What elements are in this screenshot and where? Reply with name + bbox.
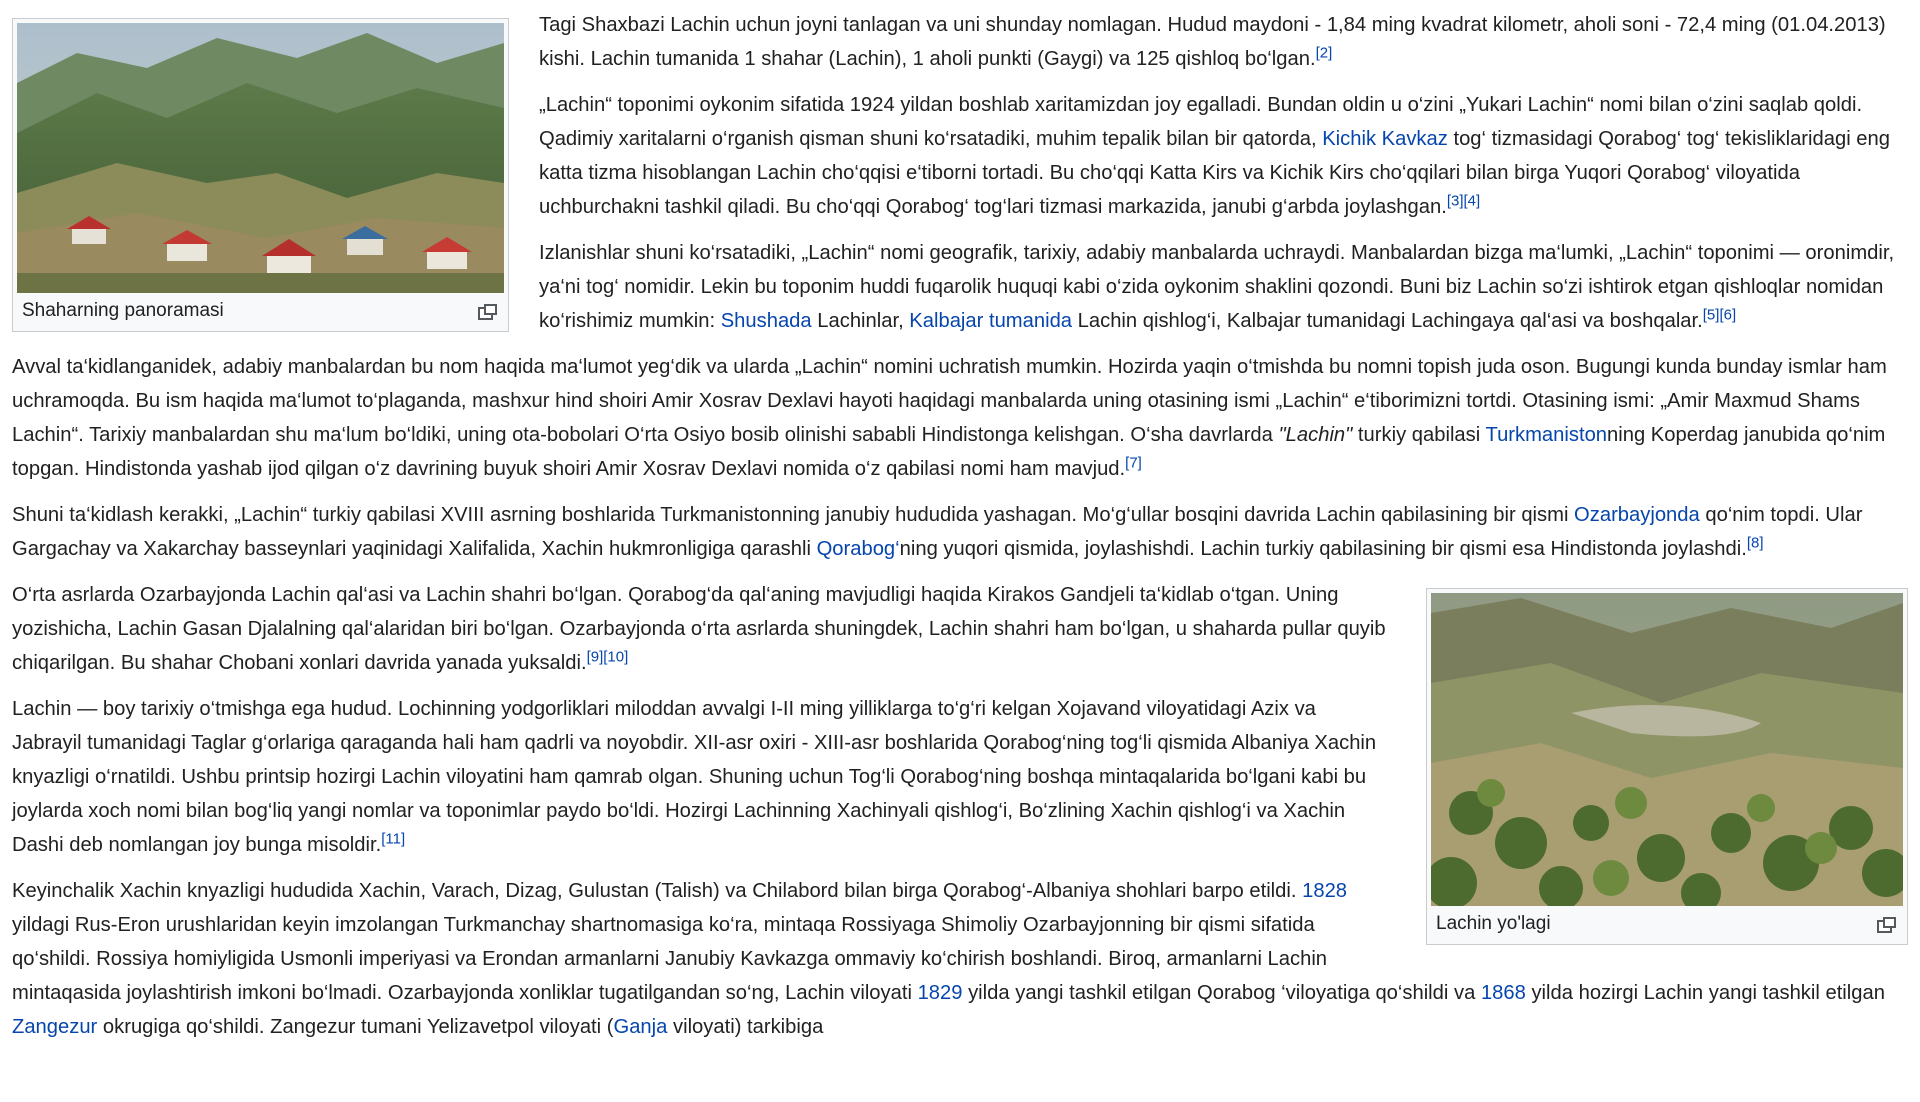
link-qorabog[interactable]: Qorabog‘ [816, 538, 900, 560]
paragraph-5 [12, 498, 1908, 566]
reference-link[interactable]: [3] [1446, 192, 1464, 210]
enlarge-icon[interactable] [478, 304, 496, 318]
text: „Lachin“ toponimi oykonim sifatida 1924 yildan boshlab xaritamizdan joy egalladi. Bundan oldin u o‘zini „Yukari Lachin“ nomi bilan o‘zini saqlab qoldi. Qadimiy xaritalarni o‘rganish qisman shuni ko‘rsatadiki, muhim tepalik bilan bir qatorda, [539, 94, 1863, 150]
reference-link[interactable]: [7] [1125, 454, 1142, 472]
text: yilda hozirgi Lachin yangi tashkil etilgan [1525, 982, 1885, 1004]
link-kichik-kavkaz[interactable]: Kichik Kavkaz [1322, 128, 1448, 150]
reference-link[interactable]: [11] [381, 830, 406, 848]
figure-caption: Shaharning panoramasi [22, 300, 224, 321]
text: Keyinchalik Xachin knyazligi hududida Xachin, Varach, Dizag, Gulustan (Talish) va Chilabord bilan birga Qorabog‘-Albaniya shohlari barpo etildi. [12, 880, 1303, 902]
text: ning Koperdag janubida qo‘nim topgan. Hindistonda yashab ijod qilgan o‘z davrining buyuk shoiri Amir Xosrav Dexlavi nomida o‘z qabilasi nomi ham mavjud. [12, 424, 1886, 480]
city-panorama-image[interactable] [17, 23, 504, 293]
link-kalbajar[interactable]: Kalbajar tumanida [909, 310, 1073, 332]
text: turkiy qabilasi [1352, 424, 1486, 446]
text: O‘rta asrlarda Ozarbayjonda Lachin qal‘asi va Lachin shahri bo‘lgan. Qorabog‘da qal‘aning mavjudligi haqida Kirakos Gandjeli ta‘kidlab o‘tgan. Uning yozishicha, Lachin Gasan Djalalning qal‘alaridan biri bo‘lgan. Ozarbayjonda o‘rta asrlarda shuningdek, Lachin shahri ham bo‘lgan, u shaharda pullar quyib chiqarilgan. Bu shahar Chobani xonlari davrida yanada yuksaldi. [12, 584, 1386, 674]
figure-lachin-corridor [1426, 588, 1908, 945]
text: yildagi Rus-Eron urushlaridan keyin imzolangan Turkmanchay shartnomasiga ko‘ra, mintaqa Rossiyaga Shimoliy Ozarbayjonning bir qismi sifatida qo‘shildi. Rossiya homiyligida Usmonli imperiyasi va Erondan armanlarni Janubiy Kavkazga ommaviy ko‘chirish boshlandi. Biroq, armanlarni Lachin mintaqasida joylashtirish imkoni bo‘lmadi. Ozarbayjonda xonliklar tugatilgandan so‘ng, Lachin viloyati [12, 914, 1328, 1004]
link-turkmaniston[interactable]: Turkmaniston [1485, 424, 1608, 446]
text: ning yuqori qismida, joylashishdi. Lachin turkiy qabilasining bir qismi esa Hindistonda joylashdi. [899, 538, 1747, 560]
text: Shuni ta‘kidlash kerakki, „Lachin“ turkiy qabilasi XVIII asrning boshlarida Turkmanistonning janubiy hududida yashagan. Mo‘g‘ullar bosqini davrida Lachin qabilasining bir qismi [12, 504, 1575, 526]
reference-link[interactable]: [4] [1463, 192, 1481, 210]
text: Izlanishlar shuni ko‘rsatadiki, „Lachin“ nomi geografik, tarixiy, adabiy manbalarda uchraydi. Manbalardan bizga ma‘lumki, „Lachin“ toponimi — oronimdir, ya‘ni tog‘ nomidir. Lekin bu toponim huddi fuqarolik huquqi kabi o‘zida oykonim shaklini qozondi. Buni biz Lachin so‘zi ishtirok etgan qishloqlar nomidan ko‘rishimiz mumkin: [539, 242, 1895, 332]
text: Avval ta‘kidlanganidek, adabiy manbalardan bu nom haqida ma‘lumot yeg‘dik va ularda „Lachin“ nomini uchratish mumkin. Hozirda yaqin o‘tmishda bu nomni topish juda oson. Bugungi kunda bunday ismlar ham uchramoqda. Bu ism haqida ma‘lumot to‘plaganda, mashxur hind shoiri Amir Xosrav Dexlavi hayoti haqidagi manbalarda uning otasining ismi „Lachin“ e‘tiborimizni tortdi. Otasining ismi: „Amir Maxmud Shams Lachin“. Tarixiy manbalardan shu ma‘lum bo‘ldiki, uning ota-bobolari O‘rta Osiyo bosib olinishi sababli Hindistonga kelishgan. O‘sha davrlarda [12, 356, 1887, 446]
reference-link[interactable]: [2] [1315, 44, 1333, 62]
figure-city-panorama [12, 18, 509, 332]
link-ozarbayjon[interactable]: Ozarbayjonda [1574, 504, 1700, 526]
link-1828[interactable]: 1828 [1302, 880, 1348, 902]
reference-link[interactable]: [6] [1719, 306, 1737, 324]
italic-term: "Lachin" [1278, 424, 1353, 446]
link-zangezur[interactable]: Zangezur [12, 1016, 98, 1038]
reference-link[interactable]: [10] [603, 648, 629, 666]
reference-link[interactable]: [8] [1746, 534, 1764, 552]
text: Lachin qishlog‘i, Kalbajar tumanidagi Lachingaya qal‘asi va boshqalar. [1072, 310, 1703, 332]
text: Lachin — boy tarixiy o‘tmishga ega hudud. Lochinning yodgorliklari miloddan avvalgi I-II ming yilliklarga to‘g‘ri kelgan Xojavand viloyatidagi Azix va Jabrayil tumanidagi Taglar g‘orlariga qaraganda hali ham qadrli va noyobdir. XII-asr oxiri - XIII-asr boshlarida Qorabog‘ning tog‘li qismida Albaniya Xachin knyazligi o‘rnatildi. Ushbu printsip hozirgi Lachin viloyatini ham qamrab olgan. Shuning uchun Tog‘li Qorabog‘ning boshqa mintaqalarida bo‘lgani kabi bu joylarda xoch nomi bilan bog‘liq yangi nomlar va toponimlar paydo bo‘ldi. Hozirgi Lachinning Xachinyali qishlog‘i, Bo‘zlining Xachin qishlog‘i va Xachin Dashi deb nomlangan joy bunga misoldir. [12, 698, 1377, 856]
text: qo‘nim topdi. Ular Gargachay va Xakarchay basseynlari yaqinidagi Xalifalida, Xachin hukmronligiga qarashli [12, 504, 1863, 560]
link-1829[interactable]: 1829 [917, 982, 963, 1004]
paragraph-4 [12, 350, 1908, 486]
text: viloyati) tarkibiga [667, 1016, 824, 1038]
text: Tagi Shaxbazi Lachin uchun joyni tanlagan va uni shunday nomlagan. Hudud maydoni - 1,84 ming kvadrat kilometr, aholi soni - 72,4 ming (01.04.2013) kishi. Lachin tumanida 1 shahar (Lachin), 1 aholi punkti (Gaygi) va 125 qishloq bo‘lgan. [539, 14, 1886, 70]
figure-caption: Lachin yo'lagi [1436, 913, 1551, 934]
reference-link[interactable]: [5] [1702, 306, 1720, 324]
link-1868[interactable]: 1868 [1480, 982, 1526, 1004]
text: Lachinlar, [811, 310, 910, 332]
enlarge-icon[interactable] [1877, 917, 1895, 931]
text: okrugiga qo‘shildi. Zangezur tumani Yelizavetpol viloyati ( [97, 1016, 614, 1038]
text: yilda yangi tashkil etilgan Qorabog ‘viloyatiga qo‘shildi va [962, 982, 1481, 1004]
lachin-corridor-image[interactable] [1431, 593, 1903, 906]
link-shushada[interactable]: Shushada [720, 310, 812, 332]
link-ganja[interactable]: Ganja [613, 1016, 668, 1038]
reference-link[interactable]: [9] [586, 648, 604, 666]
text: tog‘ tizmasidagi Qorabog‘ tog‘ tekisliklaridagi eng katta tizma hisoblangan Lachin cho‘qqisi e‘tiborni tortadi. Bu cho‘qqi Katta Kirs va Kichik Kirs cho‘qqilari bilan birga Yuqori Qorabog‘ viloyatida uchburchakni tashkil qiladi. Bu cho‘qqi Qorabog‘ tog‘lari tizmasi markazida, janubi g‘arbda joylashgan. [539, 128, 1890, 218]
